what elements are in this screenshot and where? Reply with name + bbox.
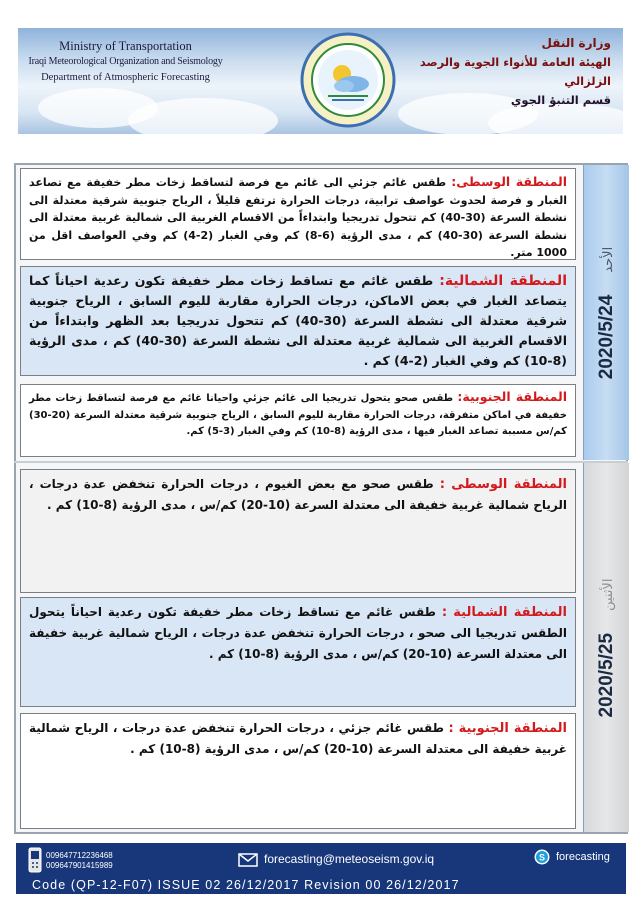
- svg-text:S: S: [538, 852, 546, 863]
- header-banner: [18, 28, 623, 134]
- day-label-2: [596, 578, 618, 717]
- region-label: المنطقة الوسطى:: [451, 174, 567, 189]
- day-panel-2: [583, 463, 629, 832]
- region-label: المنطقة الشمالية :: [441, 605, 568, 620]
- organization-name-ar: الهيئة العامة للأنواء الجوية والرصد الزلزالي: [419, 55, 611, 88]
- phone-number-1[interactable]: 009647712236468: [46, 851, 113, 860]
- ministry-name-ar: وزارة النقل: [541, 36, 611, 50]
- ministry-name-en: Ministry of Transportation: [59, 39, 192, 53]
- region-label: المنطقة الشمالية:: [439, 273, 567, 289]
- forecast-text: طقس صحو مع بعض الغيوم ، درجات الحرارة تنخفض عدة درجات ، الرياح شمالية غربية خفيفة الى معتدلة السرعة (10-20) كم/س ، مدى الرؤية (8-10) كم .: [29, 477, 567, 512]
- organization-name-en: Iraqi Meteorological Organization and Seismology: [28, 56, 223, 67]
- phone-numbers: [46, 851, 113, 871]
- forecast-text: طقس غائم مع تساقط زخات مطر خفيفة تكون رعدية احياناً يتحول الطقس تدريجيا الى صحو ، درجات الحرارة تنخفض عدة درجات ، الرياح شمالية غربية خفيفة الى معتدلة السرعة (10-20) كم/س ، مدى الرؤية (8-10) كم .: [29, 605, 567, 661]
- footer-bar: [16, 843, 626, 894]
- day-separator: [14, 461, 628, 463]
- forecast-text: طقس غائم جزئي ، درجات الحرارة تنخفض عدة درجات ، الرياح شمالية غربية خفيفة الى معتدلة السرعة (10-20) كم/س ، مدى الرؤية (8-10) كم .: [29, 721, 567, 756]
- forecast-day2-central: [20, 469, 576, 593]
- forecast-day1-northern: [20, 266, 576, 376]
- region-label: المنطقة الجنوبية:: [457, 389, 568, 404]
- skype-icon: [534, 849, 550, 865]
- department-name-ar: قسم التنبؤ الجوي: [510, 93, 611, 107]
- region-label: المنطقة الوسطى :: [439, 477, 567, 492]
- forecast-day2-northern: [20, 597, 576, 707]
- region-label: المنطقة الجنوبية :: [448, 721, 567, 736]
- envelope-icon: [238, 853, 258, 867]
- day-1-name: الأحد: [599, 246, 615, 273]
- day-panel-1: [583, 165, 629, 460]
- skype-handle[interactable]: forecasting: [556, 851, 610, 863]
- document-code: Code (QP-12-F07) ISSUE 02 26/12/2017 Revision 00 26/12/2017: [32, 878, 460, 892]
- phone-number-2[interactable]: 009647901415989: [46, 861, 113, 870]
- forecast-day1-southern: [20, 384, 576, 457]
- header-english-block: [18, 38, 233, 86]
- forecast-day2-southern: [20, 713, 576, 829]
- day-2-date: 2020/5/25: [595, 632, 617, 717]
- email-link[interactable]: forecasting@meteoseism.gov.iq: [264, 852, 435, 866]
- mobile-phone-icon: [28, 847, 42, 873]
- forecast-text: طقس غائم مع تساقط زخات مطر خفيفة تكون رعدية احياناً كما يتصاعد الغبار في بعض الاماكن، درجات الحرارة مقاربة لليوم السابق ، الرياح جنوبية شرقية معتدلة الى نشطة السرعة (30-40) كم تتحول تدريجيا بعد الظهر وابتداءاً من الاقسام الغربية الى شمالية غربية معتدلة الى نشطة السرعة (30-40) كم ، مدى الرؤية (8-10) كم وفي الغبار (2-4) كم .: [29, 273, 567, 368]
- forecast-text: طقس غائم جزئي الى غائم مع فرصة لتساقط زخات مطر خفيفة مع تصاعد الغبار و فرصة لحدوث عواصف ترابية، درجات الحرارة ترتفع قليلاً ، الرياح جنوبية شرقية معتدلة الى نشطة السرعة (30-40) كم تتحول تدريجيا وابتداءاً من الاقسام الغربية الى شمالية غربية معتدلة الى نشطة السرعة (30-40) كم ، مدى الرؤية (6-8) كم وفي الغبار (2-4) كم وفي العواصف اقل من 1000 متر.: [29, 176, 567, 259]
- day-1-date: 2020/5/24: [595, 294, 617, 379]
- department-name-en: Department of Atmospheric Forecasting: [41, 72, 210, 83]
- day-2-name: الأثنين: [599, 578, 615, 611]
- day-label-1: [596, 246, 618, 378]
- forecast-text: طقس صحو يتحول تدريجيا الى غائم جزئي واحيانا غائم مع فرصة لتساقط زخات مطر خفيفة في اماكن متفرقة، درجات الحرارة مقاربة لليوم السابق ، الرياح جنوبية شرقية معتدلة السرعة (20-30) كم/س مسببة تصاعد الغبار فيها ، مدى الرؤية (8-10) كم وفي الغبار (3-5) كم.: [29, 393, 567, 437]
- header-arabic-block: [381, 34, 611, 110]
- forecast-day1-central: [20, 168, 576, 260]
